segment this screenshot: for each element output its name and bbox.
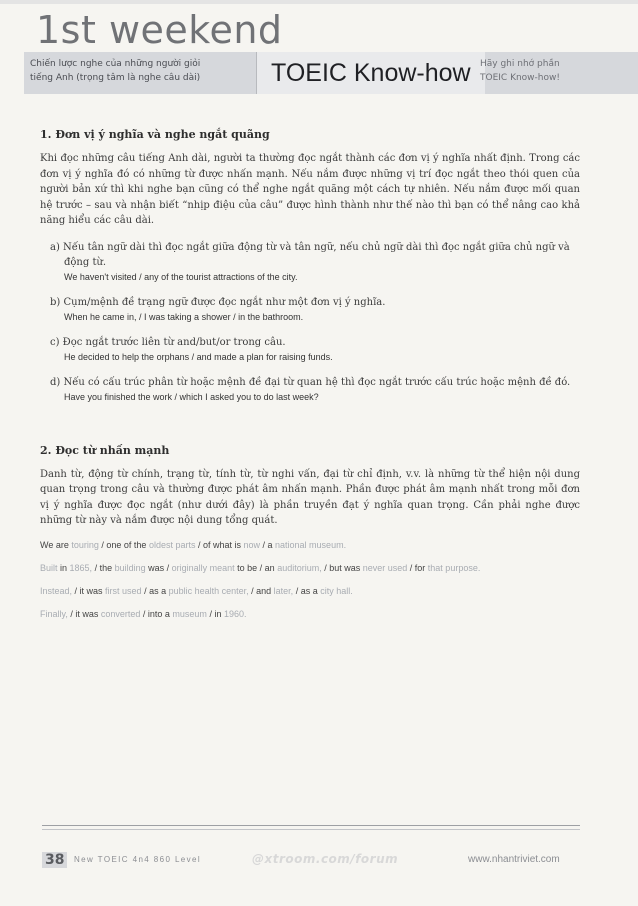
phrase-segment: was / [145, 562, 172, 573]
phrase-segment: / the [92, 562, 115, 573]
rule-item-text: c) Đọc ngắt trước liên từ and/but/or trong câu. [50, 336, 286, 348]
stressed-word: converted [100, 608, 141, 619]
stressed-word: touring [71, 539, 99, 550]
phrase-segment: / a [260, 539, 276, 550]
rule-item-text: b) Cụm/mệnh đề trạng ngữ được đọc ngắt như một đơn vị ý nghĩa. [50, 296, 386, 308]
main-content [40, 128, 580, 621]
stress-example-line-1 [40, 538, 580, 552]
phrase-segment: / and [248, 585, 274, 596]
stressed-word: Instead, [40, 585, 73, 596]
stressed-word: Built [40, 562, 58, 573]
rule-item-text: d) Nếu có cấu trúc phân từ hoặc mệnh đề đại từ quan hệ thì đọc ngắt trước cấu trúc hoặc mệnh đề đó. [50, 376, 571, 388]
stressed-word: now [243, 539, 261, 550]
section1-paragraph: Khi đọc những câu tiếng Anh dài, người ta thường đọc ngắt thành các đơn vị ý nghĩa nhất định. Trong các đơn vị ý nghĩa đó có những từ được nhấn mạnh. Nếu nắm được những vị trí đọc ngắt theo thói quen của người bản xứ thì khi nghe bạn cũng có thể nghe ngắt quãng một cách tự nhiên. Nếu nắm được mối quan hệ trước – sau và nhận biết “nhịp điệu của câu” được hình thành như thế nào thì bạn có thể nâng cao khả năng hiểu các câu dài. [40, 153, 580, 226]
phrase-segment: / it was [67, 608, 101, 619]
stressed-word: museum [172, 608, 207, 619]
stressed-word: oldest parts [148, 539, 196, 550]
website-url: www.nhantriviet.com [468, 854, 560, 865]
footer-divider [42, 825, 580, 826]
stressed-word: originally meant [171, 562, 235, 573]
phrase-segment: / in [206, 608, 224, 619]
stressed-word: first used [105, 585, 142, 596]
stressed-word: public health center, [168, 585, 249, 596]
section2-heading: 2. Đọc từ nhấn mạnh [40, 443, 170, 457]
phrase-segment: / one of the [98, 539, 149, 550]
stressed-word: later, [273, 585, 294, 596]
phrase-segment: We are [40, 539, 72, 550]
banner-subtitle-line1: Chiến lược nghe của những người giỏi [30, 59, 201, 69]
book-series: New TOEIC 4n4 860 Level [74, 855, 202, 864]
phrase-segment: / for [407, 562, 428, 573]
top-edge-line [0, 0, 638, 4]
watermark: @xtroom.com/forum [252, 852, 399, 866]
rule-item-example: He decided to help the orphans / and made a plan for raising funds. [64, 351, 333, 362]
stressed-word: that purpose. [427, 562, 481, 573]
rule-item-example: Have you finished the work / which I asked you to do last week? [64, 391, 319, 402]
rule-item-b [40, 295, 580, 324]
page-title: 1st weekend [36, 8, 283, 52]
phrase-segment: / as a [293, 585, 321, 596]
section1-heading: 1. Đơn vị ý nghĩa và nghe ngắt quãng [40, 128, 270, 141]
rule-item-a [40, 240, 580, 284]
phrase-segment: / into a [140, 608, 173, 619]
banner-subtitle-line2: tiếng Anh (trọng tâm là nghe câu dài) [30, 73, 201, 83]
phrase-segment: / of what is [195, 539, 244, 550]
stressed-word: Finally, [40, 608, 68, 619]
rule-item-example: When he came in, / I was taking a shower / in the bathroom. [64, 311, 304, 322]
phrase-segment: / it was [72, 585, 106, 596]
rule-item-d [40, 375, 580, 404]
stress-example-line-2 [40, 561, 580, 575]
header-banner [24, 52, 638, 94]
stressed-word: building [114, 562, 146, 573]
phrase-segment: / as a [141, 585, 169, 596]
banner-subtitle [30, 57, 242, 85]
stressed-word: auditorium, [277, 562, 322, 573]
banner-reminder-line2: TOEIC Know-how! [480, 73, 560, 83]
rule-item-example: We haven't visited / any of the tourist attractions of the city. [64, 271, 298, 282]
banner-reminder [480, 57, 560, 85]
page-number: 38 [42, 852, 67, 868]
stressed-word: 1960. [223, 608, 247, 619]
phrase-segment: in [57, 562, 70, 573]
banner-title: TOEIC Know-how [256, 52, 485, 94]
stressed-word: city hall. [320, 585, 353, 596]
stressed-word: 1865, [69, 562, 93, 573]
section2-paragraph: Danh từ, động từ chính, trạng từ, tính từ, từ nghi vấn, đại từ chỉ định, v.v. là những từ thể hiện nội dung quan trọng trong câu và thường được phát âm nhấn mạnh. Phần được phát âm mạnh nhất trong mỗi đơn vị ý nghĩa được đọc ngắt (như dưới đây) là phần truyền đạt ý nghĩa quan trọng. Cần phải nghe được những từ này và nắm được nội dung tổng quát. [40, 468, 580, 526]
phrase-segment: / but was [321, 562, 363, 573]
stressed-word: national museum. [275, 539, 347, 550]
rule-item-text: a) Nếu tân ngữ dài thì đọc ngắt giữa động từ và tân ngữ, nếu chủ ngữ dài thì đọc ngắt giữa chủ ngữ và động từ. [50, 241, 570, 268]
footer-divider [42, 829, 580, 830]
stress-example-line-4 [40, 607, 580, 621]
banner-reminder-line1: Hãy ghi nhớ phần [480, 59, 560, 69]
phrase-segment: to be / an [234, 562, 278, 573]
rule-item-c [40, 335, 580, 364]
stress-example-line-3 [40, 584, 580, 598]
section2 [40, 444, 580, 621]
stressed-word: never used [362, 562, 408, 573]
